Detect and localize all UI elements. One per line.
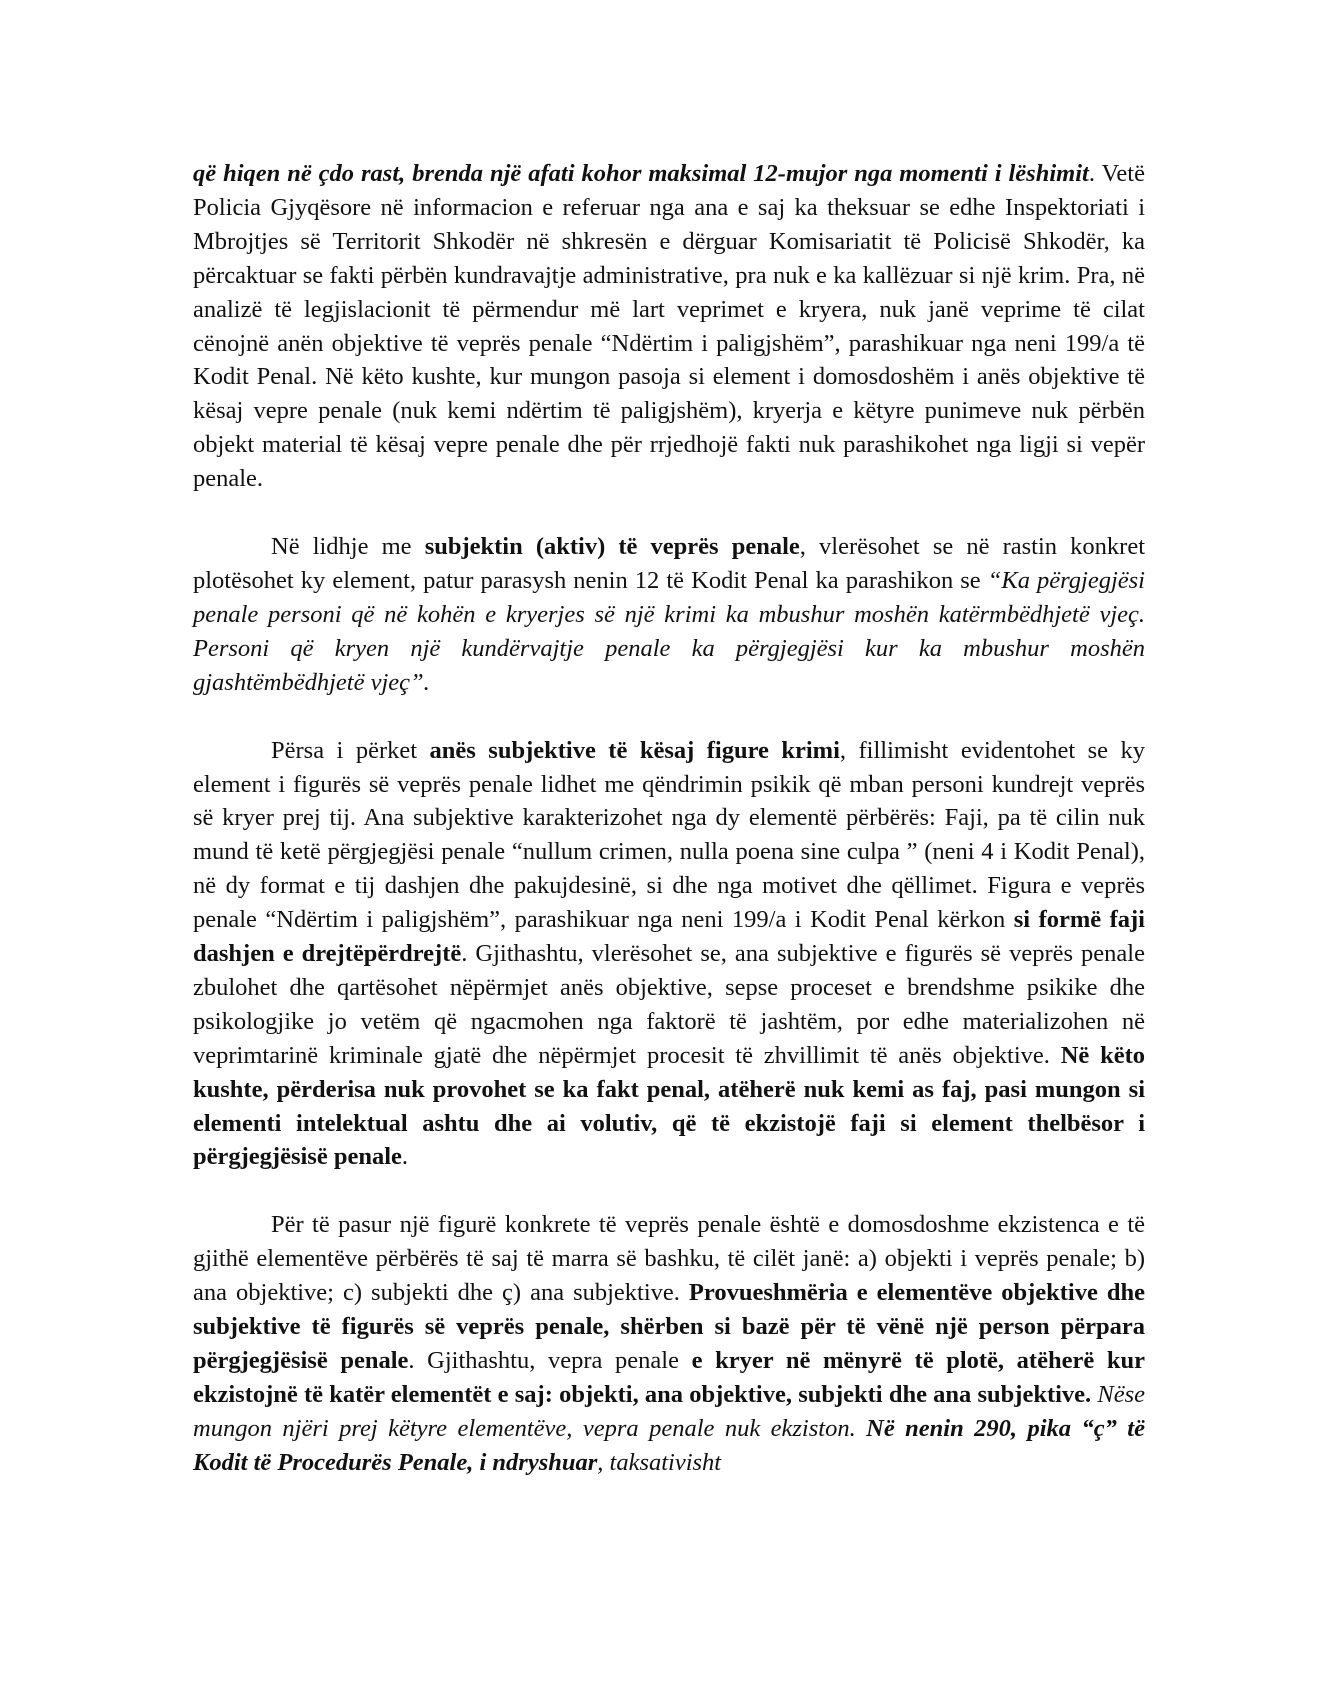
paragraph-spacer (193, 1174, 1145, 1208)
paragraph-active-subject (193, 530, 1145, 700)
text-segment: si formë faji dashjen e drejtëpërdrejtë (193, 906, 1145, 968)
text-segment: “Ka përgjegjësi penale personi që në kohën e kryerjes së një krimi ka mbushur moshën katërmbëdhjetë vjeç. Personi që kryen një kundërvajtje penale ka përgjegjësi kur ka mbushur moshën gjashtëmbëdhjetë vjeç”. (193, 566, 1145, 696)
text-segment: , taksativisht (597, 1448, 722, 1476)
text-segment: . Gjithashtu, vlerësohet se, ana subjektive e figurës së veprës penale zbulohet dhe qartësohet nëpërmjet anës objektive, sepse proceset e brendshme psikike dhe psikologjike jo vetëm që ngacmohen nga faktorë të jashtëm, por edhe materializohen në veprimtarinë kriminale gjatë dhe nëpërmjet procesit të zhvillimit të anës objektive. (193, 940, 1145, 1069)
text-segment: anës subjektive të kësaj figure krimi (429, 736, 840, 764)
paragraph-subjective-side (193, 734, 1145, 1175)
text-segment: subjektin (aktiv) të veprës penale (424, 533, 800, 561)
text-segment: , fillimisht evidentohet se ky element i figurës së veprës penale lidhet me qëndrimin psikik që mban personi kundrejt veprës së kryer prej tij. Ana subjektive karakterizohet nga dy elementë përbërës: Faji, pa të cilin nuk mund të ketë përgjegjësi penale “nullum crimen, nulla poena sine culpa ” (neni 4 i Kodit Penal), në dy format e tij dashjen dhe pakujdesinë, si dhe nga motivet dhe qëllimet. Figura e veprës penale “Ndërtim i paligjshëm”, parashikuar nga neni 199/a i Kodit Penal kërkon (193, 736, 1145, 934)
paragraph-elements-of-offense (193, 1208, 1145, 1479)
document-page (193, 157, 1145, 1480)
text-segment: Në nenin 290, pika “ç” të Kodit të Procedurës Penale, i ndryshuar (193, 1414, 1145, 1476)
text-segment: Në këto kushte, përderisa nuk provohet se ka fakt penal, atëherë nuk kemi as faj, pasi mungon si elementi intelektual ashtu dhe ai volutiv, që të ekzistojë faji si element thelbësor i përgjegjësisë penale (193, 1041, 1145, 1171)
text-segment: e kryer në mënyrë të plotë, atëherë kur ekzistojnë të katër elementët e saj: objekti, ana objektive, subjekti dhe ana subjektive. (193, 1347, 1145, 1408)
text-segment: , vlerësohet se në rastin konkret plotësohet ky element, patur parasysh nenin 12 të Kodit Penal ka parashikon se (193, 533, 1146, 594)
paragraph-administrative-offense (193, 157, 1145, 496)
text-segment: Për të pasur një figurë konkrete të veprës penale është e domosdoshme ekzistenca e të gjithë elementëve përbërës të saj të marra së bashku, të cilët janë: a) objekti i veprës penale; b) ana objektive; c) subjekti dhe ç) ana subjektive. (193, 1211, 1145, 1307)
paragraph-spacer (193, 496, 1145, 530)
text-segment: Provueshmëria e elementëve objektive dhe subjektive të figurës së veprës penale, shërben si bazë për të vënë një person përpara përgjegjësisë penale (193, 1279, 1145, 1374)
text-segment: Nëse mungon njëri prej këtyre elementëve, vepra penale nuk ekziston. (193, 1380, 1146, 1442)
text-segment: Përsa i përket (271, 736, 430, 764)
paragraph-spacer (193, 700, 1145, 734)
text-segment: . Vetë Policia Gjyqësore në informacion e referuar nga ana e saj ka theksuar se edhe Inspektoriati i Mbrojtjes së Territorit Shkodër në shkresën e dërguar Komisariatit të Policisë Shkodër, ka përcaktuar se fakti përbën kundravajtje administrative, pra nuk e ka kallëzuar si një krim. Pra, në analizë të legjislacionit të përmendur më lart veprimet e kryera, nuk janë veprime të cilat cënojnë anën objektive të veprës penale “Ndërtim i paligjshëm”, parashikuar nga neni 199/a të Kodit Penal. Në këto kushte, kur mungon pasoja si element i domosdoshëm i anës objektive të kësaj vepre penale (nuk kemi ndërtim të paligjshëm), kryerja e këtyre punimeve nuk përbën objekt material të kësaj vepre penale dhe për rrjedhojë fakti nuk parashikohet nga ligji si vepër penale. (193, 160, 1145, 493)
text-segment: që hiqen në çdo rast, brenda një afati kohor maksimal 12-mujor nga momenti i lëshimit (193, 160, 1089, 187)
text-segment: . Gjithashtu, vepra penale (408, 1347, 692, 1374)
text-segment: Në lidhje me (271, 533, 425, 561)
text-segment: . (401, 1143, 408, 1171)
